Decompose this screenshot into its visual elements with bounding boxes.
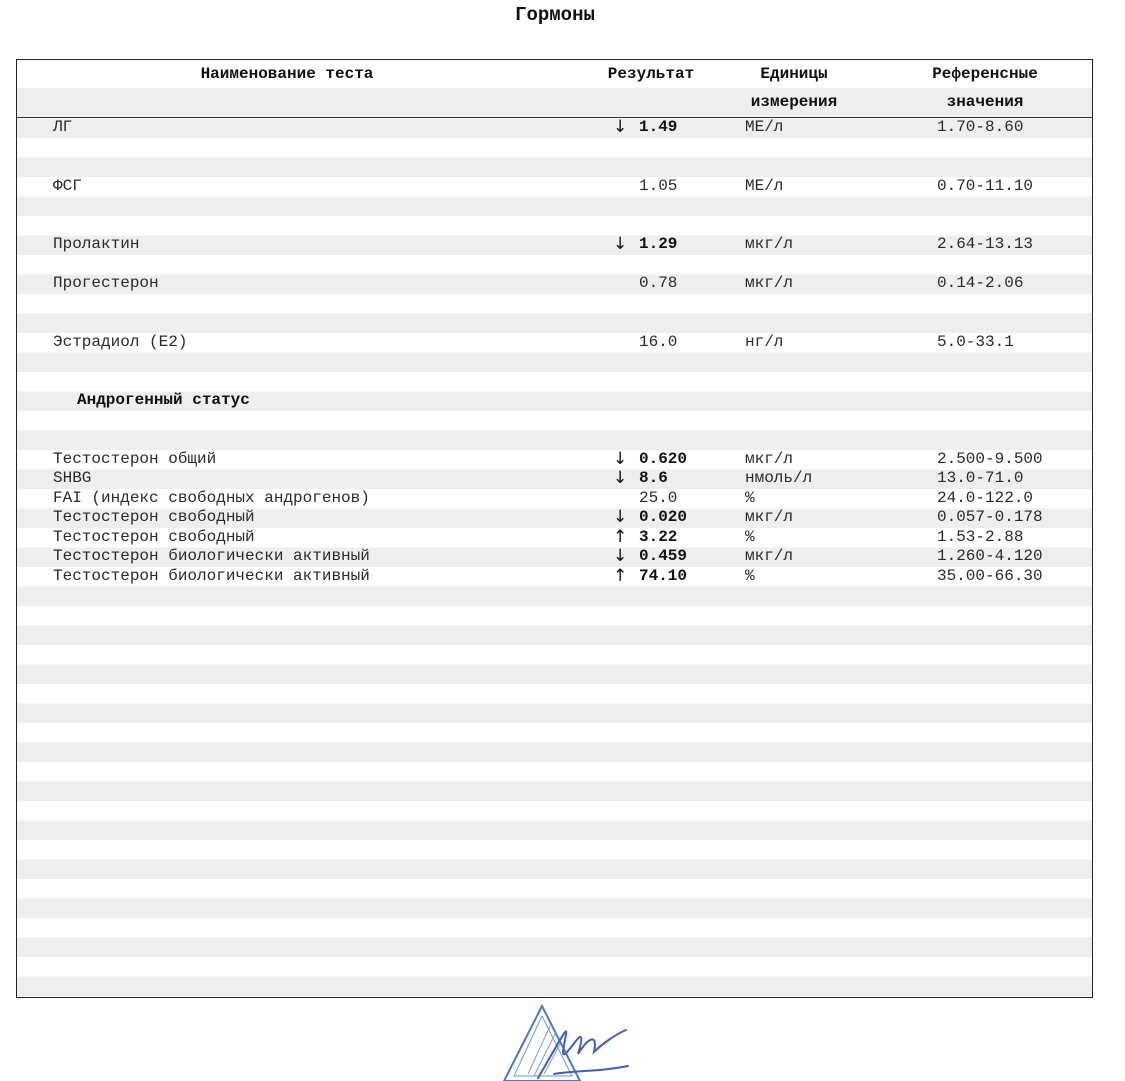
unit: мкг/л — [745, 235, 794, 253]
test-name: Тестостерон свободный — [53, 527, 255, 546]
unit: мкг/л — [745, 449, 794, 468]
reference-range: 0.14-2.06 — [937, 274, 1024, 292]
section-heading: Андрогенный статус — [77, 391, 250, 409]
table-header — [17, 60, 1092, 118]
table-row — [17, 333, 1092, 353]
reference-range: 0.057-0.178 — [937, 508, 1043, 526]
arrow-down-icon: ↓ — [613, 234, 628, 254]
test-name: Тестостерон биологически активный — [53, 566, 370, 585]
reference-range: 0.70-11.10 — [937, 176, 1034, 195]
result-value: 1.49 — [639, 118, 678, 136]
table-row — [17, 567, 1092, 587]
arrow-down-icon: ↓ — [613, 507, 628, 527]
result-value: 8.6 — [639, 469, 668, 487]
unit: мкг/л — [745, 547, 794, 565]
header-units-line2: измерения — [750, 93, 838, 111]
test-name: Тестостерон свободный — [53, 508, 255, 526]
reference-range: 35.00-66.30 — [937, 566, 1043, 585]
reference-range: 1.260-4.120 — [937, 547, 1043, 565]
result-value: 0.620 — [639, 449, 688, 468]
table-row — [17, 118, 1092, 138]
test-name: Эстрадиол (E2) — [53, 332, 188, 351]
reference-range: 5.0-33.1 — [937, 332, 1014, 351]
unit: нмоль/л — [745, 469, 813, 487]
reference-range: 13.0-71.0 — [937, 469, 1024, 487]
unit: % — [745, 566, 755, 585]
arrow-down-icon: ↓ — [613, 546, 628, 566]
arrow-up-icon: ↑ — [613, 526, 628, 547]
results-table — [16, 59, 1093, 998]
arrow-down-icon: ↓ — [613, 448, 628, 469]
header-ref-line2: значения — [946, 93, 1024, 111]
section-heading-row — [17, 391, 1092, 411]
unit: мкг/л — [745, 274, 794, 292]
arrow-down-icon: ↓ — [613, 117, 628, 137]
test-name: ФСГ — [53, 176, 82, 195]
table-row — [17, 177, 1092, 197]
table-row — [17, 489, 1092, 509]
unit: МЕ/л — [745, 118, 784, 136]
header-reference — [915, 60, 1055, 116]
table-row — [17, 469, 1092, 489]
result-value: 1.29 — [639, 235, 678, 253]
test-name: Тестостерон биологически активный — [53, 547, 370, 565]
test-name: Пролактин — [53, 235, 140, 253]
result-value: 16.0 — [639, 332, 678, 351]
unit: МЕ/л — [745, 176, 784, 195]
result-value: 0.78 — [639, 274, 678, 292]
result-value: 1.05 — [639, 176, 678, 195]
result-value: 0.459 — [639, 547, 688, 565]
reference-range: 2.500-9.500 — [937, 449, 1043, 468]
stamp-signature-icon — [498, 1004, 638, 1081]
table-row — [17, 274, 1092, 294]
unit: нг/л — [745, 332, 784, 351]
result-value: 3.22 — [639, 527, 678, 546]
test-name: Тестостерон общий — [53, 449, 217, 468]
page-title: Гормоны — [515, 4, 595, 26]
unit: мкг/л — [745, 508, 794, 526]
result-value: 0.020 — [639, 508, 688, 526]
header-units-line1: Единицы — [760, 65, 828, 83]
unit: % — [745, 527, 755, 546]
test-name: SHBG — [53, 469, 92, 487]
result-value: 74.10 — [639, 566, 688, 585]
header-test-name: Наименование теста — [200, 65, 374, 83]
table-row — [17, 528, 1092, 548]
reference-range: 2.64-13.13 — [937, 235, 1034, 253]
table-row — [17, 547, 1092, 567]
table-row — [17, 508, 1092, 528]
header-result: Результат — [607, 65, 695, 83]
unit: % — [745, 488, 755, 507]
reference-range: 1.53-2.88 — [937, 527, 1024, 546]
result-value: 25.0 — [639, 488, 678, 507]
test-name: Прогестерон — [53, 274, 159, 292]
arrow-up-icon: ↑ — [613, 565, 628, 586]
test-name: ЛГ — [53, 118, 73, 136]
test-name: FAI (индекс свободных андрогенов) — [53, 488, 370, 507]
reference-range: 24.0-122.0 — [937, 488, 1034, 507]
header-ref-line1: Референсные — [932, 65, 1038, 83]
table-row — [17, 450, 1092, 470]
table-row — [17, 235, 1092, 255]
arrow-down-icon: ↓ — [613, 468, 628, 488]
reference-range: 1.70-8.60 — [937, 118, 1024, 136]
header-units — [735, 60, 853, 116]
